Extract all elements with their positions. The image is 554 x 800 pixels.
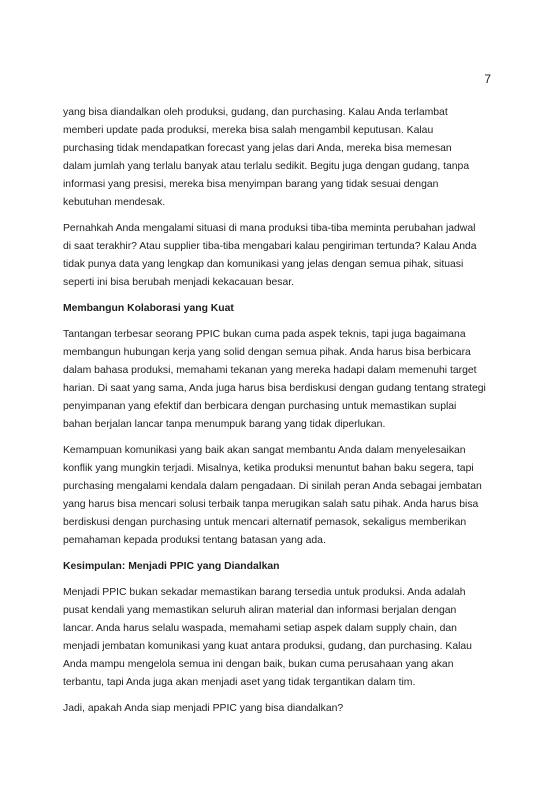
text-line: penyimpanan yang efektif dan berbicara dengan purchasing untuk memastikan suplai [63,401,457,412]
text-line: harian. Di saat yang sama, Anda juga harus bisa berdiskusi dengan gudang tentang strategi [63,383,486,394]
body-paragraph [63,442,495,550]
text-line: purchasing mengalami kendala dalam pengadaan. Di sinilah peran Anda sebagai jembatan [63,481,482,492]
text-line: Anda mampu mengelola semua ini dengan baik, bukan cuma perusahaan yang akan [63,659,454,670]
body-paragraph [63,220,495,292]
text-line: memberi update pada produksi, mereka bisa salah mengambil keputusan. Kalau [63,125,434,136]
text-line: Kesimpulan: Menjadi PPIC yang Diandalkan [63,561,280,572]
text-line: pemahaman kepada produksi tentang batasan yang ada. [63,535,326,546]
text-line: lancar. Anda harus selalu waspada, memahami setiap aspek dalam supply chain, dan [63,623,457,634]
text-line: tidak punya data yang lengkap dan komunikasi yang jelas dengan semua pihak, situasi [63,259,464,270]
text-line: dalam bahasa produksi, memahami tekanan yang mereka hadapi dalam memenuhi target [63,365,477,376]
text-line: Pernahkah Anda mengalami situasi di mana produksi tiba-tiba meminta perubahan jadwal [63,223,476,234]
text-line: berdiskusi dengan purchasing untuk mencari alternatif pemasok, sekaligus memberikan [63,517,467,528]
text-line: kebutuhan mendesak. [63,197,166,208]
text-line: Kemampuan komunikasi yang baik akan sangat membantu Anda dalam menyelesaikan [63,445,466,456]
text-line: terbantu, tapi Anda juga akan menjadi aset yang tidak tergantikan dalam tim. [63,677,416,688]
text-line: yang bisa diandalkan oleh produksi, gudang, dan purchasing. Kalau Anda terlambat [63,107,448,118]
text-line: Jadi, apakah Anda siap menjadi PPIC yang bisa diandalkan? [63,703,344,714]
text-line: informasi yang presisi, mereka bisa menyimpan barang yang tidak sesuai dengan [63,179,439,190]
text-line: yang harus bisa mencari solusi terbaik tanpa merugikan salah satu pihak. Anda harus bisa [63,499,479,510]
section-heading [63,300,495,318]
page-body [63,104,495,726]
text-line: Membangun Kolaborasi yang Kuat [63,303,234,314]
text-line: bahan berjalan lancar tanpa menumpuk barang yang tidak diperlukan. [63,419,386,430]
text-line: Menjadi PPIC bukan sekadar memastikan barang tersedia untuk produksi. Anda adalah [63,587,466,598]
section-heading [63,558,495,576]
text-line: dalam jumlah yang terlalu banyak atau terlalu sedikit. Begitu juga dengan gudang, tanpa [63,161,470,172]
text-line: di saat terakhir? Atau supplier tiba-tiba mengabari kalau pengiriman tertunda? Kalau Anda [63,241,477,252]
page-number: 7 [484,72,491,86]
text-line: Tantangan terbesar seorang PPIC bukan cuma pada aspek teknis, tapi juga bagaimana [63,329,466,340]
text-line: purchasing tidak mendapatkan forecast yang jelas dari Anda, mereka bisa memesan [63,143,452,154]
text-line: pusat kendali yang memastikan seluruh aliran material dan informasi berjalan dengan [63,605,457,616]
body-paragraph [63,104,495,212]
text-line: konflik yang mungkin terjadi. Misalnya, ketika produksi menuntut bahan baku segera, tapi [63,463,474,474]
body-paragraph [63,584,495,692]
text-line: menjadi jembatan komunikasi yang kuat antara produksi, gudang, dan purchasing. Kalau [63,641,472,652]
body-paragraph [63,700,495,718]
text-line: seperti ini bisa berubah menjadi kekacauan besar. [63,277,295,288]
body-paragraph [63,326,495,434]
text-line: membangun hubungan kerja yang solid dengan semua pihak. Anda harus bisa berbicara [63,347,471,358]
